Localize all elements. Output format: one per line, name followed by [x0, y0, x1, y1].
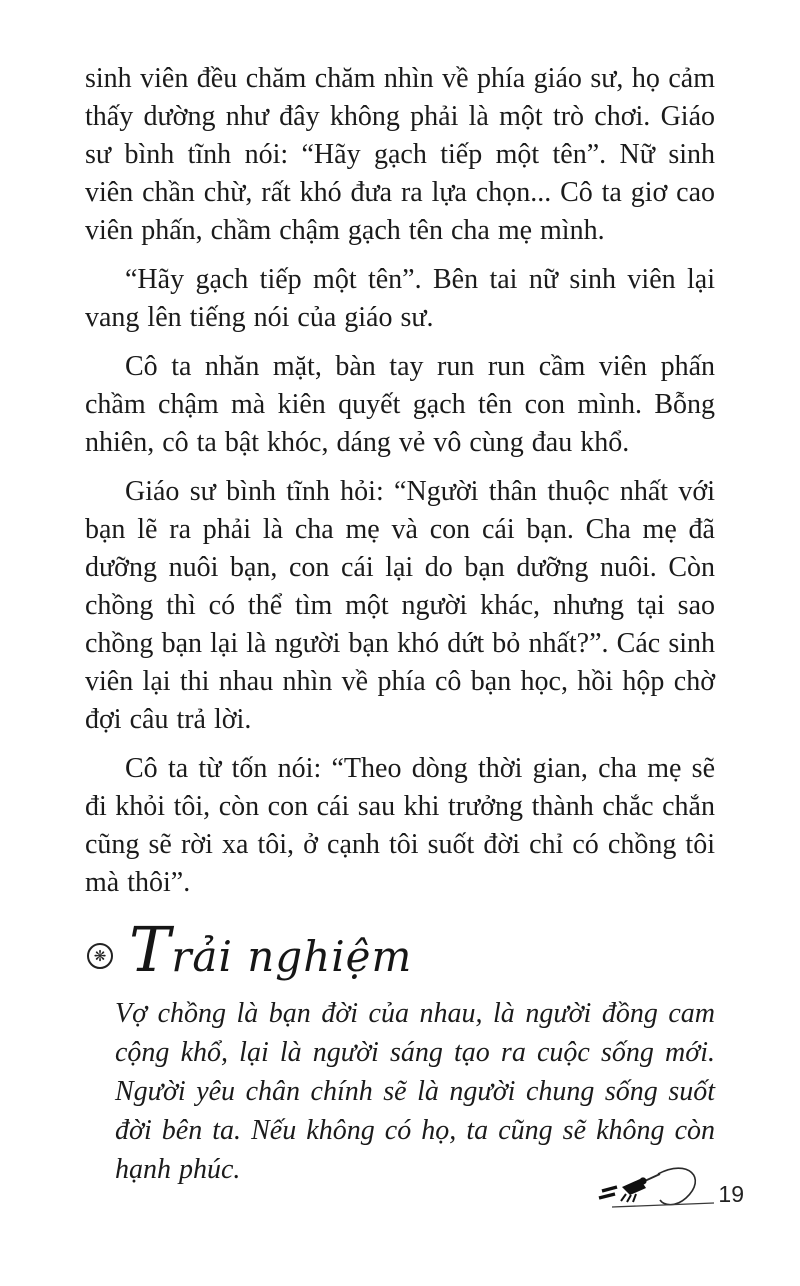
body-paragraph: Cô ta nhăn mặt, bàn tay run run cầm viên phấn chầm chậm mà kiên quyết gạch tên con mình. Bỗng nhiên, cô ta bật khóc, dáng vẻ vô cùng đau khổ.	[85, 351, 715, 458]
experience-paragraph: Vợ chồng là bạn đời của nhau, là người đồng cam cộng khổ, lại là người sáng tạo ra cuộc sống mới. Người yêu chân chính sẽ là người chung sống suốt đời bên ta. Nếu không có họ, ta cũng sẽ không còn hạnh phúc.	[115, 998, 715, 1185]
body-paragraph: Cô ta từ tốn nói: “Theo dòng thời gian, cha mẹ sẽ đi khỏi tôi, còn con cái sau khi trưởng thành chắc chắn cũng sẽ rời xa tôi, ở cạnh tôi suốt đời chỉ có chồng tôi mà thôi”.	[85, 753, 715, 898]
section-heading	[87, 913, 715, 986]
body-paragraph: sinh viên đều chăm chăm nhìn về phía giáo sư, họ cảm thấy dường như đây không phải là một trò chơi. Giáo sư bình tĩnh nói: “Hãy gạch tiếp một tên”. Nữ sinh viên chần chừ, rất khó đưa ra lựa chọn... Cô ta giơ cao viên phấn, chầm chậm gạch tên cha mẹ mình.	[85, 63, 715, 246]
text-block	[85, 60, 715, 1189]
flying-figure-icon	[596, 1162, 716, 1214]
body-paragraph: “Hãy gạch tiếp một tên”. Bên tai nữ sinh viên lại vang lên tiếng nói của giáo sư.	[85, 264, 715, 333]
section-title: Trải nghiệm	[129, 913, 413, 986]
body-paragraph: Giáo sư bình tĩnh hỏi: “Người thân thuộc nhất với bạn lẽ ra phải là cha mẹ và con cái bạn. Cha mẹ đã dưỡng nuôi bạn, con cái lại do bạn dưỡng nuôi. Còn chồng thì có thể tìm một người khác, nhưng tại sao chồng bạn lại là người bạn khó dứt bỏ nhất?”. Các sinh viên lại thi nhau nhìn về phía cô bạn học, hồi hộp chờ đợi câu trả lời.	[85, 476, 715, 735]
flower-glyph: ❋	[93, 946, 107, 965]
page-footer	[596, 1162, 744, 1214]
page-number: 19	[718, 1181, 744, 1207]
flower-medallion-icon	[87, 943, 113, 969]
